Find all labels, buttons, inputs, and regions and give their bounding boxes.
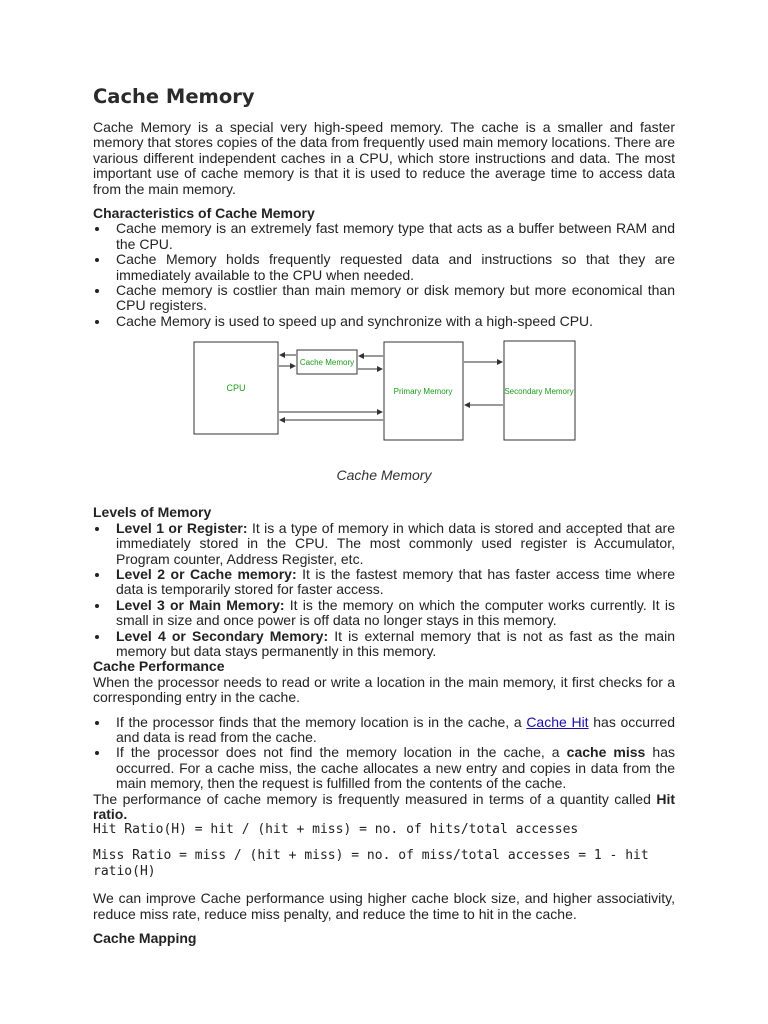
cache-hit-link[interactable]: Cache Hit — [526, 713, 589, 730]
cache-memory-diagram — [93, 340, 675, 460]
mapping-heading: Cache Mapping — [93, 930, 197, 947]
level-text: It is the memory on which the computer works currently. It is small in size and once power is off data no longer stays in this memory. — [116, 596, 675, 629]
list-item — [93, 629, 675, 660]
diagram-svg — [93, 340, 675, 460]
document-page — [93, 84, 675, 947]
list-item: Cache Memory is used to speed up and synchronize with a high-speed CPU. — [93, 314, 675, 329]
list-item — [93, 715, 675, 746]
performance-list — [93, 715, 675, 792]
improve-paragraph: We can improve Cache performance using higher cache block size, and higher associativity, reduce miss rate, reduce miss penalty, and reduce the time to hit in the cache. — [93, 890, 675, 922]
level-term: Level 4 or Secondary Memory: — [116, 627, 329, 644]
level-text: It is the fastest memory that has faster access time where data is temporarily stored for faster access. — [116, 565, 675, 598]
characteristics-list — [93, 221, 675, 329]
cache-miss-term: cache miss — [566, 744, 646, 761]
miss-text-post: has occurred. For a cache miss, the cache allocates a new entry and copies in data from the main memory, then the request is fulfilled from the contents of the cache. — [116, 744, 676, 792]
primary-memory-label: Primary Memory — [393, 387, 453, 397]
level-term: Level 2 or Cache memory: — [116, 565, 297, 582]
list-item — [93, 521, 675, 567]
cpu-label: CPU — [226, 383, 246, 394]
diagram-caption: Cache Memory — [336, 467, 432, 484]
ratio-text: The performance of cache memory is frequently measured in terms of a quantity called — [93, 790, 657, 807]
list-item: Cache memory is costlier than main memory or disk memory but more economical than CPU registers. — [93, 283, 675, 314]
secondary-memory-label: Secondary Memory — [504, 387, 574, 397]
hit-text-pre: If the processor finds that the memory location is in the cache, a — [116, 713, 527, 730]
list-item — [93, 598, 675, 629]
cache-label: Cache Memory — [299, 358, 355, 368]
level-term: Level 1 or Register: — [116, 519, 248, 536]
list-item: Cache Memory holds frequently requested data and instructions so that they are immediately available to the CPU when needed. — [93, 252, 675, 283]
list-item — [93, 745, 675, 791]
page-title: Cache Memory — [93, 85, 255, 108]
level-term: Level 3 or Main Memory: — [116, 596, 285, 613]
miss-text-pre: If the processor does not find the memory location in the cache, a — [116, 744, 567, 761]
list-item: Cache memory is an extremely fast memory type that acts as a buffer between RAM and the CPU. — [93, 221, 675, 252]
hit-ratio-formula: Hit Ratio(H) = hit / (hit + miss) = no. of hits/total accesses — [93, 822, 579, 838]
list-item — [93, 567, 675, 598]
level-text: It is external memory that is not as fast as the main memory but data stays permanently in this memory. — [116, 627, 675, 659]
hit-ratio-term: Hit ratio. — [93, 790, 675, 822]
performance-heading: Cache Performance — [93, 658, 225, 675]
hit-ratio-paragraph — [93, 792, 675, 823]
levels-heading: Levels of Memory — [93, 504, 212, 521]
level-text: It is a type of memory in which data is stored and accepted that are immediately stored in the CPU. The most commonly used register is Accumulator, Program counter, Address Register, etc. — [116, 519, 675, 567]
characteristics-heading: Characteristics of Cache Memory — [93, 205, 315, 222]
hit-text-post: has occurred and data is read from the cache. — [116, 713, 675, 745]
miss-ratio-formula: Miss Ratio = miss / (hit + miss) = no. of miss/total accesses = 1 - hit ratio(H) — [93, 848, 649, 880]
performance-intro: When the processor needs to read or write a location in the main memory, it first checks for a corresponding entry in the cache. — [93, 673, 675, 706]
levels-list — [93, 521, 675, 660]
intro-paragraph: Cache Memory is a special very high-speed memory. The cache is a smaller and faster memory that stores copies of the data from frequently used main memory locations. There are various different independent caches in a CPU, which store instructions and data. The most important use of cache memory is that it is used to reduce the average time to access data from the main memory. — [93, 119, 675, 197]
